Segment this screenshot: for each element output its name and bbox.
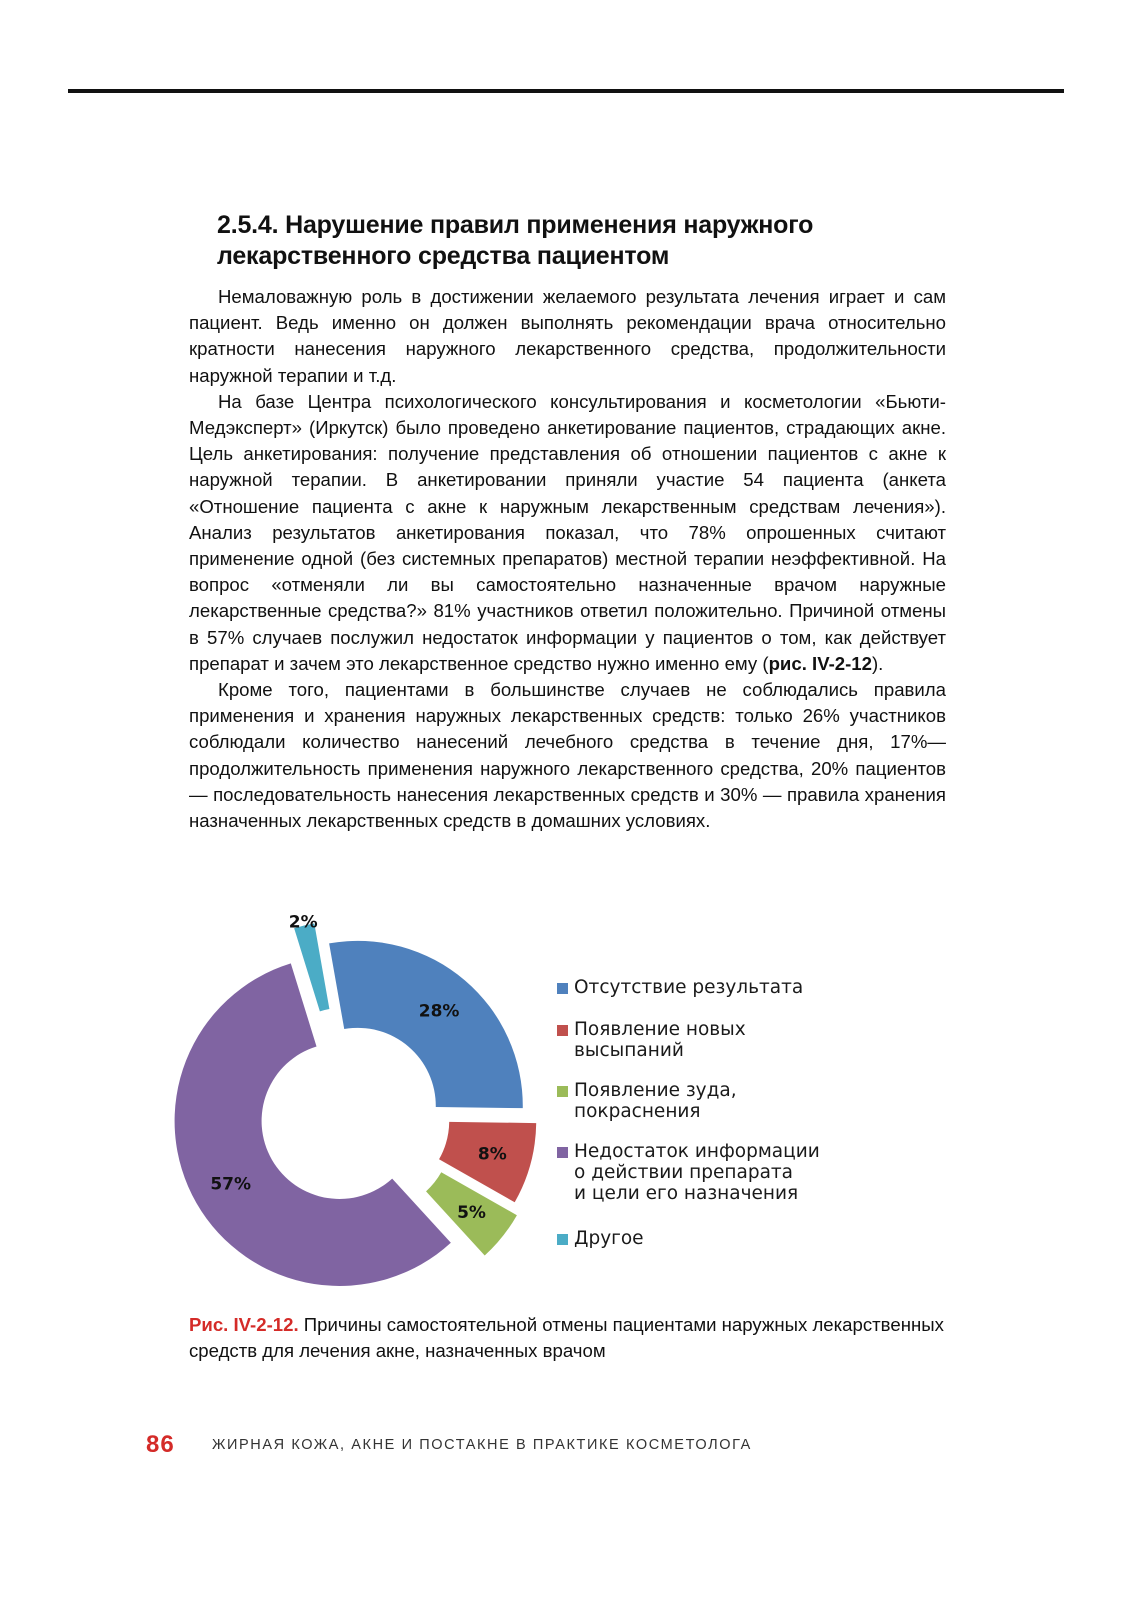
paragraph-3 [189, 677, 946, 834]
legend-swatch [557, 1086, 568, 1097]
pie-slice [329, 941, 523, 1108]
legend-label: Другое [574, 1228, 644, 1249]
slice-value-label: 57% [210, 1174, 252, 1195]
legend-swatch [557, 1025, 568, 1036]
legend-item [557, 1141, 820, 1204]
paragraph-text: Кроме того, пациентами в большинстве случаев не соблюдались правила применения и хранения наружных лекарственных средств: только 26% участников соблюдали количество нанесений лечебного средства в течение дня, 17%— продолжительность применения наружного лекарственного средства, 20% пациентов — последовательность нанесения лекарственных средств и 30% — правила хранения назначенных лекарственных средств в домашних условиях. [189, 679, 946, 832]
legend-item [557, 1228, 644, 1249]
paragraph-text-end: ). [871, 652, 884, 674]
page-number: 86 [146, 1431, 175, 1458]
caption-number: Рис. IV-2-12. [189, 1314, 299, 1335]
paragraph-text: Немаловажную роль в достижении желаемого результата лечения играет и сам пациент. Ведь именно он должен выполнять рекомендации врача относительно кратности нанесения наружного лекарственного средства, продолжительности наружной терапии и т.д. [189, 286, 946, 386]
legend-swatch [557, 1147, 568, 1158]
slice-value-label: 5% [457, 1203, 486, 1224]
legend-label: Отсутствие результата [574, 977, 804, 998]
slice-value-label: 8% [477, 1144, 507, 1165]
running-footer-title: ЖИРНАЯ КОЖА, АКНЕ И ПОСТАКНЕ В ПРАКТИКЕ КОСМЕТОЛОГА [212, 1437, 752, 1453]
figure-caption [189, 1312, 949, 1364]
legend-item [557, 1019, 746, 1061]
paragraph-text: На базе Центра психологического консультирования и косметологии «Бьюти-Медэксперт» (Иркутск) было проведено анкетирование пациентов, страдающих акне. Цель анкетирования: получение представления об отношении пациентов с акне к наружной терапии. В анкетировании приняли участие 54 пациента (анкета «Отношение пациента с акне к наружным лекарственным средствам лечения»). Анализ результатов анкетирования показал, что 78% опрошенных считают применение одной (без системных препаратов) местной терапии неэффективной. На вопрос «отменяли ли вы самостоятельно назначенные врачом наружные лекарственные средства?» 81% участников ответил положительно. Причиной отмены в 57% случаев послужил недостаток информации у пациентов о том, как действует препарат и зачем это лекарственное средство нужно именно ему ( [189, 390, 946, 674]
legend-swatch [557, 1234, 568, 1245]
section-heading: 2.5.4. Нарушение правил применения наружного лекарственного средства пациентом [217, 211, 814, 270]
body-text [189, 284, 946, 834]
legend-label: Появление зуда, покраснения [574, 1080, 737, 1122]
slice-value-label: 28% [418, 1001, 460, 1022]
legend-item [557, 977, 803, 998]
legend-swatch [557, 983, 568, 994]
caption-text: Причины самостоятельной отмены пациентами наружных лекарственных средств для лечения акне, назначенных врачом [189, 1314, 944, 1361]
donut-chart-svg [150, 912, 550, 1315]
paragraph-2 [189, 389, 946, 677]
slice-value-label: 2% [288, 912, 318, 933]
legend-label: Появление новых высыпаний [574, 1019, 746, 1061]
top-rule [68, 89, 1064, 93]
pie-chart [150, 912, 850, 1315]
paragraph-1 [189, 284, 946, 389]
figure-reference[interactable]: рис. IV-2-12 [768, 652, 872, 674]
legend-item [557, 1080, 737, 1122]
legend-label: Недостаток информации о действии препарата и цели его назначения [574, 1141, 820, 1204]
